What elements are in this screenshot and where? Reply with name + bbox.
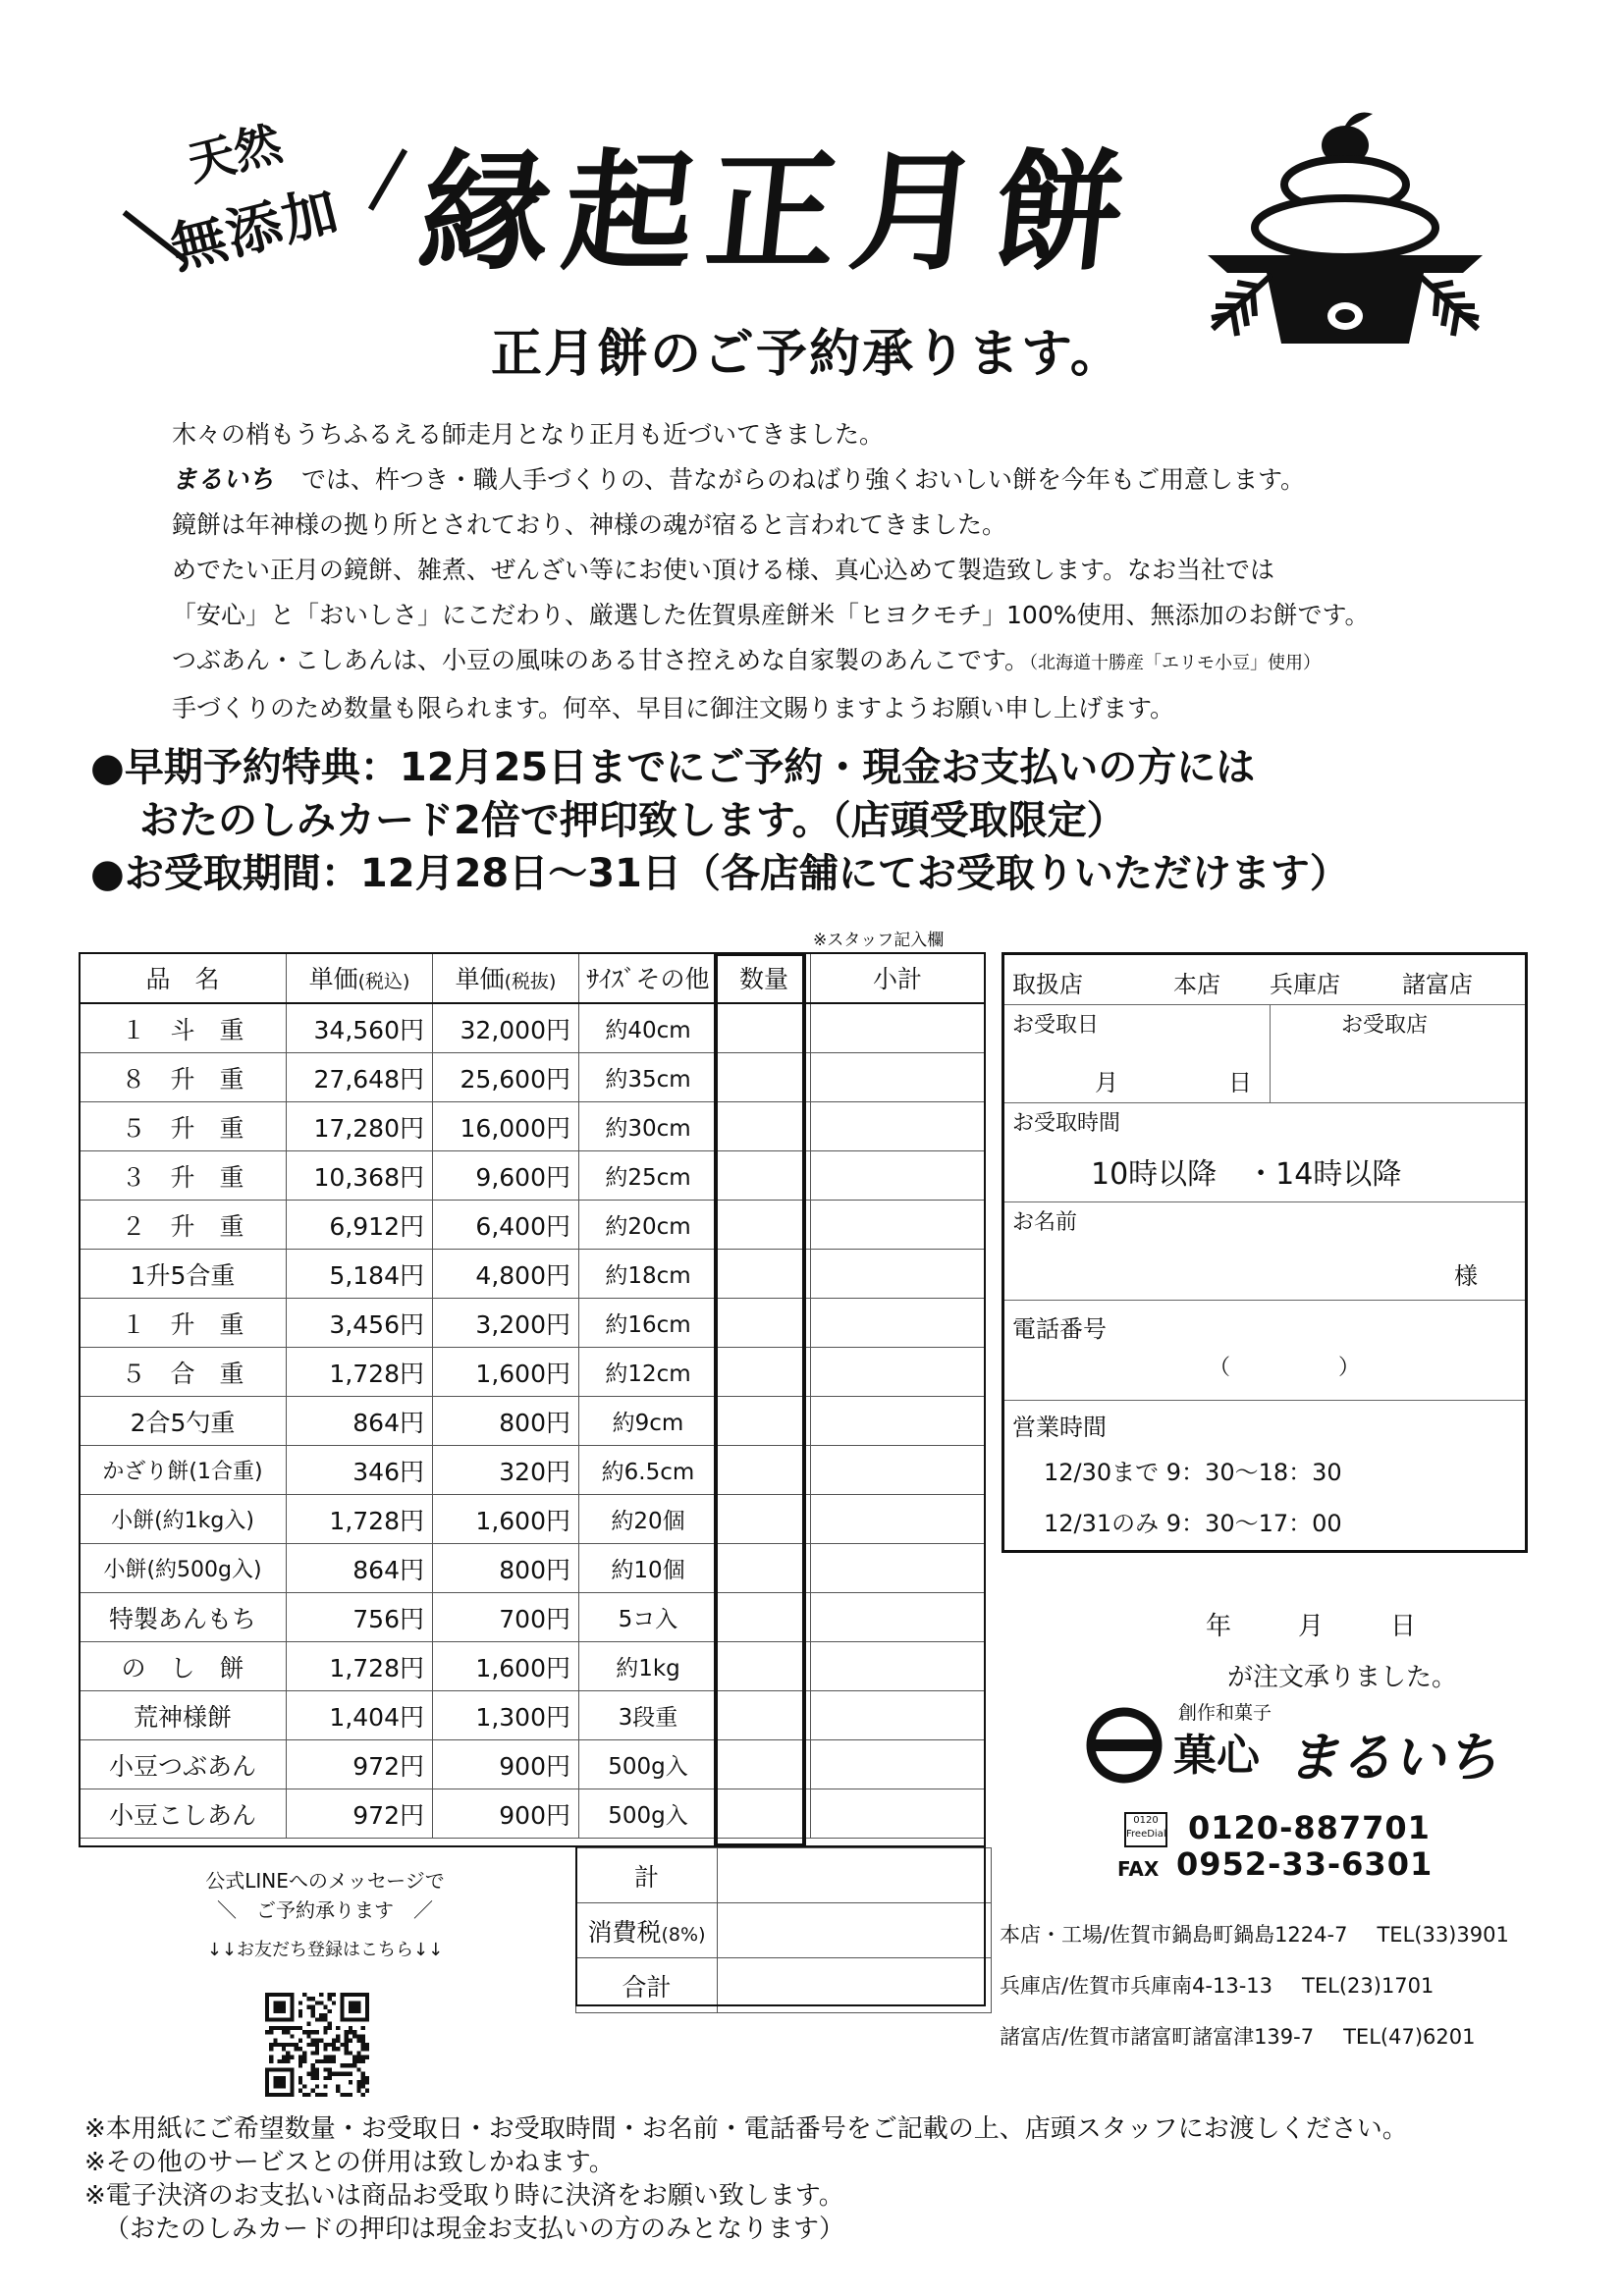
note-2: ※その他のサービスとの併用は致しかねます。 (84, 2148, 615, 2177)
price-tax-in: 972円 (287, 1789, 433, 1839)
price-tax-ex: 1,300円 (433, 1691, 579, 1740)
price-tax-ex: 800円 (433, 1397, 579, 1446)
product-name: の し 餅 (80, 1642, 287, 1691)
product-size: 500g入 (579, 1740, 718, 1789)
product-size: 約30cm (579, 1102, 718, 1151)
price-tax-in: 756円 (287, 1593, 433, 1642)
early-booking-bullet-cont: おたのしみカード2倍で押印致します。（店頭受取限定） (139, 798, 1126, 843)
table-row (80, 1250, 985, 1299)
table-row (80, 1446, 985, 1495)
header-price-ex-label: 単価 (455, 965, 505, 993)
shop-address: 本店・工場/佐賀市鍋島町鍋島1224-7 (1000, 1923, 1348, 1947)
shop-entry (1000, 2011, 1509, 2062)
product-size: 3段重 (579, 1691, 718, 1740)
product-size: 約9cm (579, 1397, 718, 1446)
subtotal-field[interactable] (811, 1740, 985, 1789)
subtitle: 正月餅のご予約承ります。 (491, 325, 1123, 384)
price-tax-ex: 16,000円 (433, 1102, 579, 1151)
product-size: 約25cm (579, 1151, 718, 1201)
price-tax-ex: 700円 (433, 1593, 579, 1642)
note-3: ※電子決済のお支払いは商品お受取り時に決済をお願い致します。 (84, 2181, 844, 2211)
product-name: ５ 合 重 (80, 1348, 287, 1397)
note-1: ※本用紙にご希望数量・お受取日・お受取時間・お名前・電話番号をご記載の上、店頭スタッフにお渡しください。 (84, 2114, 1408, 2144)
intro-line: 「安心」と「おいしさ」にこだわり、厳選した佐賀県産餅米「ヒヨクモチ」100%使用、無添加のお餅です。 (172, 601, 1370, 629)
price-tax-in: 346円 (287, 1446, 433, 1495)
table-row (80, 1495, 985, 1544)
table-row (80, 1642, 985, 1691)
price-tax-ex: 1,600円 (433, 1348, 579, 1397)
price-tax-in: 5,184円 (287, 1250, 433, 1299)
phone-row (1004, 1300, 1525, 1401)
shop-entry (1000, 1960, 1509, 2011)
subtotal-field[interactable] (811, 1642, 985, 1691)
intro-line-text: では、杵つき・職人手づくりの、昔ながらのねばり強くおいしい餅を今年もご用意します。 (301, 465, 1306, 494)
product-name: １ 升 重 (80, 1299, 287, 1348)
table-row (80, 1053, 985, 1102)
price-tax-in: 972円 (287, 1740, 433, 1789)
product-name: ５ 升 重 (80, 1102, 287, 1151)
price-tax-ex: 1,600円 (433, 1642, 579, 1691)
shop-address: 兵庫店/佐賀市兵庫南4-13-13 (1000, 1974, 1273, 1998)
header-price-ex-note: (税抜) (504, 971, 557, 992)
price-tax-ex: 25,600円 (433, 1053, 579, 1102)
tax-rate: (8%) (661, 1923, 706, 1946)
pickup-time-row (1004, 1102, 1525, 1202)
table-row (80, 1593, 985, 1642)
product-size: 約6.5cm (579, 1446, 718, 1495)
shop-address: 諸富店/佐賀市諸富町諸富津139-7 (1000, 2025, 1315, 2049)
product-name: 荒神様餅 (80, 1691, 287, 1740)
subtotal-field[interactable] (811, 1003, 985, 1053)
pickup-divider (1270, 1004, 1271, 1103)
product-name: ２ 升 重 (80, 1201, 287, 1250)
intro-text (172, 412, 1527, 731)
product-name: ３ 升 重 (80, 1151, 287, 1201)
product-size: 約20cm (579, 1201, 718, 1250)
intro-line: 木々の梢もうちふるえる師走月となり正月も近づいてきました。 (172, 420, 885, 449)
line-reservation-text: ＼ ご予約承ります ／ (217, 1898, 433, 1922)
freedial-icon: 0120 FreeDial (1124, 1812, 1167, 1847)
price-tax-ex: 1,600円 (433, 1495, 579, 1544)
day-label: 日 (1390, 1612, 1419, 1641)
price-tax-in: 17,280円 (287, 1102, 433, 1151)
table-row (80, 1691, 985, 1740)
header-price-in (287, 953, 433, 1004)
product-name: 小豆つぶあん (80, 1740, 287, 1789)
subtotal-field[interactable] (811, 1053, 985, 1102)
footer-notes (84, 2112, 1408, 2246)
subtotal-field[interactable] (811, 1691, 985, 1740)
pickup-time-options[interactable]: 10時以降 ・14時以降 (1091, 1157, 1402, 1192)
hours-line-2: 12/31のみ 9：30〜17：00 (1044, 1510, 1342, 1537)
name-label: お名前 (1012, 1210, 1078, 1235)
price-tax-in: 1,404円 (287, 1691, 433, 1740)
price-tax-in: 864円 (287, 1544, 433, 1593)
header-size: ｻｲｽﾞその他 (579, 953, 718, 1004)
brand-subtitle: 創作和菓子 (1178, 1702, 1272, 1724)
header-subtotal: 小計 (811, 953, 985, 1004)
shop-phone[interactable]: TEL(47)6201 (1343, 2025, 1476, 2049)
shop-entry (1000, 1909, 1509, 1960)
subtotal-field[interactable] (811, 1348, 985, 1397)
subtotal-field[interactable] (811, 1102, 985, 1151)
hours-label: 営業時間 (1012, 1414, 1107, 1441)
product-name: １ 斗 重 (80, 1003, 287, 1053)
day-label: 日 (1228, 1069, 1252, 1096)
subtotal-field[interactable] (811, 1446, 985, 1495)
order-info-box (1001, 952, 1528, 1553)
product-name: かざり餅(1合重) (80, 1446, 287, 1495)
price-tax-ex: 9,600円 (433, 1151, 579, 1201)
product-size: 約1kg (579, 1642, 718, 1691)
grand-total-label: 合計 (576, 1958, 718, 2013)
price-tax-ex: 900円 (433, 1789, 579, 1839)
subtotal-field[interactable] (811, 1299, 985, 1348)
product-size: 約16cm (579, 1299, 718, 1348)
product-name: 2合5勺重 (80, 1397, 287, 1446)
benefit-list (90, 741, 1349, 900)
intro-line-text: つぶあん・こしあんは、小豆の風味のある甘さ控えめな自家製のあんこです。 (172, 646, 1030, 674)
shop-label: 取扱店 (1012, 971, 1083, 998)
subtotal-field[interactable] (811, 1397, 985, 1446)
price-tax-ex: 4,800円 (433, 1250, 579, 1299)
shop-option-main[interactable]: 本店 (1173, 971, 1220, 998)
fax-number: 0952-33-6301 (1176, 1845, 1434, 1883)
pickup-shop-label: お受取店 (1341, 1013, 1429, 1038)
kagami-mochi-illustration (1198, 108, 1492, 363)
line-qr-code[interactable] (265, 1993, 369, 2097)
price-tax-in: 1,728円 (287, 1348, 433, 1397)
price-tax-in: 6,912円 (287, 1201, 433, 1250)
price-tax-in: 3,456円 (287, 1299, 433, 1348)
product-size: 約10個 (579, 1544, 718, 1593)
subtotal-field[interactable] (811, 1544, 985, 1593)
price-tax-ex: 32,000円 (433, 1003, 579, 1053)
phone-area-parens[interactable]: （ ） (1209, 1356, 1361, 1380)
phone-label: 電話番号 (1012, 1315, 1107, 1343)
price-tax-in: 1,728円 (287, 1642, 433, 1691)
shop-option-morodomi[interactable]: 諸富店 (1402, 971, 1473, 998)
table-row (80, 1348, 985, 1397)
price-tax-in: 34,560円 (287, 1003, 433, 1053)
table-row (80, 1740, 985, 1789)
price-tax-in: 10,368円 (287, 1151, 433, 1201)
header-price-in-label: 単価 (308, 965, 358, 993)
table-header-row (80, 953, 985, 1004)
table-row (80, 1544, 985, 1593)
subtotal-field[interactable] (811, 1250, 985, 1299)
intro-line: めでたい正月の鏡餅、雑煮、ぜんざい等にお使い頂ける様、真心込めて製造致します。なお当社では (172, 556, 1275, 584)
product-size: 約12cm (579, 1348, 718, 1397)
product-size: 約18cm (579, 1250, 718, 1299)
pickup-date-row (1004, 1004, 1525, 1103)
pickup-date-label: お受取日 (1012, 1013, 1100, 1038)
month-label: 月 (1095, 1069, 1118, 1096)
subtotal-field[interactable] (811, 1495, 985, 1544)
table-row (80, 1789, 985, 1839)
badge-natural: 天然 (182, 116, 288, 192)
shop-phone[interactable]: TEL(23)1701 (1302, 1974, 1435, 1998)
product-name: 特製あんもち (80, 1593, 287, 1642)
line-message-text: 公式LINEへのメッセージで (205, 1869, 445, 1893)
price-tax-in: 27,648円 (287, 1053, 433, 1102)
subtotal-field[interactable] (811, 1151, 985, 1201)
pickup-period-bullet: ●お受取期間：12月28日〜31日（各店舗にてお受取りいただけます） (90, 851, 1349, 896)
intro-line (172, 638, 1527, 686)
freedial-number[interactable]: 0120-887701 (1188, 1809, 1431, 1846)
product-name: 小餅(約500g入) (80, 1544, 287, 1593)
table-row (80, 1102, 985, 1151)
order-accepted-text: が注文承りました。 (1227, 1663, 1458, 1692)
fax-label: FAX (1117, 1857, 1160, 1881)
table-row (80, 1003, 985, 1053)
brand-script-logo: まるいち (1286, 1726, 1498, 1789)
header-price-in-note: (税込) (357, 971, 410, 992)
brand-name: 菓心 (1173, 1731, 1260, 1781)
early-booking-bullet: ●早期予約特典：12月25日までにご予約・現金お支払いの方には (90, 745, 1256, 790)
product-size: 500g入 (579, 1789, 718, 1839)
staff-note: ※スタッフ記入欄 (813, 931, 945, 950)
table-row (80, 1201, 985, 1250)
subtotal-field[interactable] (811, 1593, 985, 1642)
price-tax-ex: 900円 (433, 1740, 579, 1789)
header-qty: 数量 (718, 953, 811, 1004)
price-tax-in: 1,728円 (287, 1495, 433, 1544)
price-tax-in: 864円 (287, 1397, 433, 1446)
year-label: 年 (1206, 1612, 1234, 1641)
maruichi-logo-text: まるいち (172, 465, 275, 495)
product-name: ８ 升 重 (80, 1053, 287, 1102)
intro-line: 手づくりのため数量も限られます。何卒、早目に御注文賜りますようお願い申し上げます。 (172, 694, 1175, 722)
shop-row (1004, 955, 1525, 1005)
product-name: 1升5合重 (80, 1250, 287, 1299)
product-size: 約20個 (579, 1495, 718, 1544)
intro-line (172, 457, 1527, 503)
shop-option-hyogo[interactable]: 兵庫店 (1270, 971, 1340, 998)
intro-line: 鏡餅は年神様の拠り所とされており、神様の魂が宿ると言われてきました。 (172, 510, 1007, 539)
quantity-column-frame (714, 952, 806, 1847)
header-name: 品 名 (80, 953, 287, 1004)
table-row (80, 1299, 985, 1348)
table-row (80, 1151, 985, 1201)
product-size: 約40cm (579, 1003, 718, 1053)
hours-row (1004, 1400, 1525, 1547)
subtotal-field[interactable] (811, 1789, 985, 1839)
honorific-label: 様 (1454, 1262, 1478, 1290)
maruichi-emblem-icon (1085, 1706, 1164, 1785)
product-size: 5コ入 (579, 1593, 718, 1642)
note-4: （おたのしみカードの押印は現金お支払いの方のみとなります） (104, 2215, 845, 2244)
line-register-text: ↓↓お友だち登録はこちら↓↓ (206, 1940, 444, 1960)
badge-slash-right (368, 148, 407, 211)
totals-frame (575, 1847, 986, 2006)
tax-label-text: 消費税 (587, 1917, 662, 1947)
price-tax-ex: 320円 (433, 1446, 579, 1495)
order-date (1206, 1606, 1483, 1642)
shop-phone[interactable]: TEL(33)3901 (1377, 1923, 1509, 1947)
hours-line-1: 12/30まで 9：30〜18：30 (1044, 1459, 1342, 1486)
product-name: 小豆こしあん (80, 1789, 287, 1839)
page-title: 縁起正月餅 (412, 136, 1146, 289)
product-name: 小餅(約1kg入) (80, 1495, 287, 1544)
pickup-time-label: お受取時間 (1012, 1111, 1121, 1136)
sum-label: 計 (576, 1848, 718, 1903)
intro-note: （北海道十勝産「エリモ小豆」使用） (1029, 653, 1322, 673)
header-price-ex (433, 953, 579, 1004)
name-row (1004, 1201, 1525, 1301)
price-tax-ex: 800円 (433, 1544, 579, 1593)
subtotal-field[interactable] (811, 1201, 985, 1250)
month-label: 月 (1298, 1612, 1326, 1641)
badge-additive-free: 無添加 (164, 178, 347, 282)
table-row (80, 1397, 985, 1446)
product-size: 約35cm (579, 1053, 718, 1102)
price-tax-ex: 3,200円 (433, 1299, 579, 1348)
product-table (79, 952, 985, 1839)
price-tax-ex: 6,400円 (433, 1201, 579, 1250)
shop-list (1000, 1909, 1509, 2062)
